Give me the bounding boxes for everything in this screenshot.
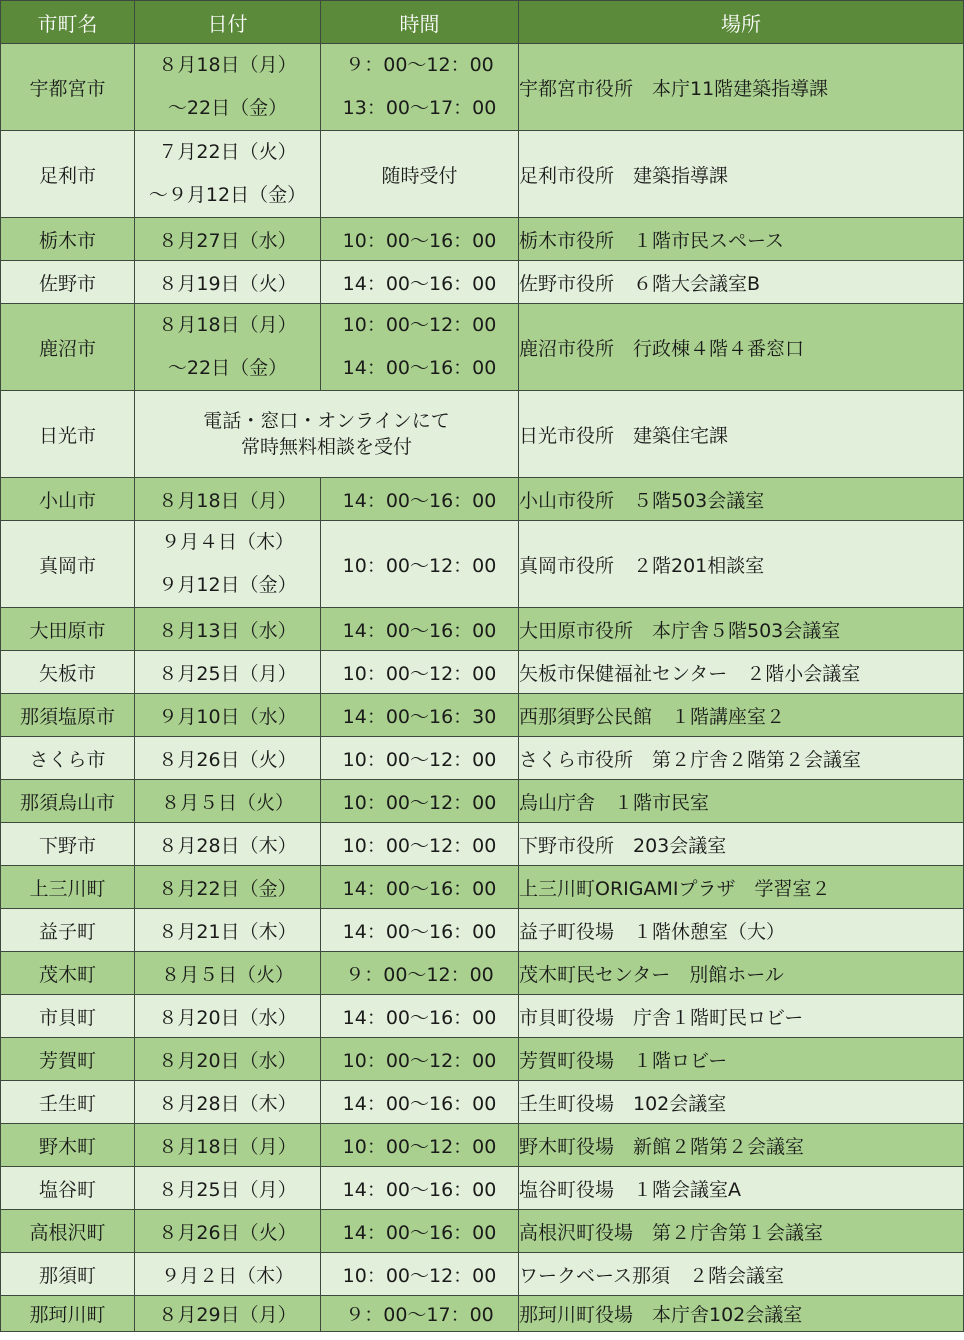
time-cell	[321, 304, 519, 391]
table-row	[1, 952, 964, 995]
place-cell: さくら市役所 第２庁舎２階第２会議室	[519, 737, 964, 780]
place-cell: 西那須野公民館 １階講座室２	[519, 694, 964, 737]
time-cell: 10：00～12：00	[321, 521, 519, 608]
date-cell: ８月25日（月）	[135, 1167, 321, 1210]
place-cell: 上三川町ORIGAMIプラザ 学習室２	[519, 866, 964, 909]
place-cell: 日光市役所 建築住宅課	[519, 391, 964, 478]
time-line: ９：00～12：00	[345, 54, 494, 76]
time-cell: 10：00～12：00	[321, 823, 519, 866]
table-row	[1, 651, 964, 694]
time-cell: 14：00～16：00	[321, 478, 519, 521]
place-cell: 足利市役所 建築指導課	[519, 131, 964, 218]
table-row	[1, 694, 964, 737]
time-cell: 14：00～16：00	[321, 608, 519, 651]
city-cell: 那須町	[1, 1253, 135, 1296]
time-cell: 10：00～12：00	[321, 1253, 519, 1296]
time-cell: 10：00～12：00	[321, 780, 519, 823]
city-cell: さくら市	[1, 737, 135, 780]
table-row	[1, 866, 964, 909]
city-cell: 野木町	[1, 1124, 135, 1167]
time-cell	[321, 44, 519, 131]
city-cell: 矢板市	[1, 651, 135, 694]
time-cell: 14：00～16：00	[321, 909, 519, 952]
table-row	[1, 391, 964, 478]
date-cell	[135, 521, 321, 608]
table-row	[1, 780, 964, 823]
city-cell: 壬生町	[1, 1081, 135, 1124]
table-row	[1, 909, 964, 952]
table-row	[1, 521, 964, 608]
table-row	[1, 1038, 964, 1081]
header-row	[1, 1, 964, 44]
date-line: ７月22日（火）	[158, 141, 297, 163]
city-cell: 小山市	[1, 478, 135, 521]
city-cell: 那須塩原市	[1, 694, 135, 737]
date-cell: ８月５日（火）	[135, 780, 321, 823]
place-cell: 下野市役所 203会議室	[519, 823, 964, 866]
table-row	[1, 131, 964, 218]
place-cell: 壬生町役場 102会議室	[519, 1081, 964, 1124]
city-cell: 那須烏山市	[1, 780, 135, 823]
date-line: ～22日（金）	[167, 357, 288, 379]
place-cell: 市貝町役場 庁舎１階町民ロビー	[519, 995, 964, 1038]
place-cell: 佐野市役所 ６階大会議室B	[519, 261, 964, 304]
place-cell: 野木町役場 新館２階第２会議室	[519, 1124, 964, 1167]
place-cell: 塩谷町役場 １階会議室A	[519, 1167, 964, 1210]
date-cell: ８月28日（木）	[135, 823, 321, 866]
place-cell: 茂木町民センター 別館ホール	[519, 952, 964, 995]
time-cell: 10：00～12：00	[321, 737, 519, 780]
note-line: 常時無料相談を受付	[240, 436, 412, 458]
date-cell: ８月29日（月）	[135, 1296, 321, 1332]
time-cell: 10：00～16：00	[321, 218, 519, 261]
place-cell: 高根沢町役場 第２庁舎第１会議室	[519, 1210, 964, 1253]
time-cell: 10：00～12：00	[321, 1038, 519, 1081]
table-row	[1, 1210, 964, 1253]
time-cell: 14：00～16：00	[321, 261, 519, 304]
date-cell	[135, 131, 321, 218]
time-cell: 14：00～16：30	[321, 694, 519, 737]
place-cell: 大田原市役所 本庁舎５階503会議室	[519, 608, 964, 651]
header-time: 時間	[321, 1, 519, 44]
table-row	[1, 823, 964, 866]
date-cell: ８月18日（月）	[135, 478, 321, 521]
date-cell: ８月20日（水）	[135, 1038, 321, 1081]
date-cell	[135, 44, 321, 131]
date-cell: ８月５日（火）	[135, 952, 321, 995]
table-row	[1, 1081, 964, 1124]
city-cell: 日光市	[1, 391, 135, 478]
place-cell: 烏山庁舎 １階市民室	[519, 780, 964, 823]
date-line: ８月18日（月）	[158, 54, 297, 76]
date-cell: ８月18日（月）	[135, 1124, 321, 1167]
city-cell: 大田原市	[1, 608, 135, 651]
date-cell: ８月21日（木）	[135, 909, 321, 952]
date-cell: ８月13日（水）	[135, 608, 321, 651]
city-cell: 上三川町	[1, 866, 135, 909]
time-line: 10：00～12：00	[342, 314, 497, 336]
table-row	[1, 44, 964, 131]
table-row	[1, 478, 964, 521]
city-cell: 高根沢町	[1, 1210, 135, 1253]
date-cell: ８月20日（水）	[135, 995, 321, 1038]
city-cell: 栃木市	[1, 218, 135, 261]
place-cell: 栃木市役所 １階市民スペース	[519, 218, 964, 261]
time-cell: 14：00～16：00	[321, 1081, 519, 1124]
table-row	[1, 995, 964, 1038]
header-place: 場所	[519, 1, 964, 44]
time-cell: ９：00～17：00	[321, 1296, 519, 1332]
date-cell: ８月26日（火）	[135, 1210, 321, 1253]
city-cell: 宇都宮市	[1, 44, 135, 131]
table-row	[1, 608, 964, 651]
city-cell: 佐野市	[1, 261, 135, 304]
city-cell: 塩谷町	[1, 1167, 135, 1210]
date-cell: ９月10日（水）	[135, 694, 321, 737]
date-cell: ８月25日（月）	[135, 651, 321, 694]
time-cell: 14：00～16：00	[321, 866, 519, 909]
table-row	[1, 304, 964, 391]
city-cell: 茂木町	[1, 952, 135, 995]
city-cell: 市貝町	[1, 995, 135, 1038]
date-cell: ８月22日（金）	[135, 866, 321, 909]
date-line: ９月12日（金）	[158, 574, 297, 596]
date-cell: ８月19日（火）	[135, 261, 321, 304]
city-cell: 那珂川町	[1, 1296, 135, 1332]
header-date: 日付	[135, 1, 321, 44]
city-cell: 下野市	[1, 823, 135, 866]
city-cell: 真岡市	[1, 521, 135, 608]
table-row	[1, 261, 964, 304]
table-row	[1, 1296, 964, 1332]
date-line: ～９月12日（金）	[148, 184, 307, 206]
place-cell: 真岡市役所 ２階201相談室	[519, 521, 964, 608]
table-row	[1, 218, 964, 261]
date-cell	[135, 304, 321, 391]
city-cell: 益子町	[1, 909, 135, 952]
place-cell: 宇都宮市役所 本庁11階建築指導課	[519, 44, 964, 131]
date-cell: ９月２日（木）	[135, 1253, 321, 1296]
time-cell: 14：00～16：00	[321, 1210, 519, 1253]
time-cell: 14：00～16：00	[321, 1167, 519, 1210]
city-cell: 足利市	[1, 131, 135, 218]
time-cell: 10：00～12：00	[321, 1124, 519, 1167]
place-cell: 益子町役場 １階休憩室（大）	[519, 909, 964, 952]
time-cell: 随時受付	[321, 131, 519, 218]
place-cell: 芳賀町役場 １階ロビー	[519, 1038, 964, 1081]
note-line: 電話・窓口・オンラインにて	[203, 410, 450, 432]
time-cell: 10：00～12：00	[321, 651, 519, 694]
place-cell: 矢板市保健福祉センター ２階小会議室	[519, 651, 964, 694]
time-cell: 14：00～16：00	[321, 995, 519, 1038]
time-line: 14：00～16：00	[342, 357, 497, 379]
place-cell: 小山市役所 ５階503会議室	[519, 478, 964, 521]
city-cell: 鹿沼市	[1, 304, 135, 391]
city-cell: 芳賀町	[1, 1038, 135, 1081]
header-city: 市町名	[1, 1, 135, 44]
table-row	[1, 737, 964, 780]
date-line: ９月４日（木）	[160, 531, 294, 553]
date-line: ～22日（金）	[167, 97, 288, 119]
place-cell: 那珂川町役場 本庁舎102会議室	[519, 1296, 964, 1332]
table-row	[1, 1253, 964, 1296]
place-cell: ワークベース那須 ２階会議室	[519, 1253, 964, 1296]
table-row	[1, 1124, 964, 1167]
date-cell: ８月28日（木）	[135, 1081, 321, 1124]
date-line: ８月18日（月）	[158, 314, 297, 336]
date-cell: ８月26日（火）	[135, 737, 321, 780]
date-cell: ８月27日（水）	[135, 218, 321, 261]
place-cell: 鹿沼市役所 行政棟４階４番窓口	[519, 304, 964, 391]
time-line: 13：00～17：00	[342, 97, 497, 119]
consultation-note-cell	[135, 391, 519, 478]
table-row	[1, 1167, 964, 1210]
time-cell: ９：00～12：00	[321, 952, 519, 995]
